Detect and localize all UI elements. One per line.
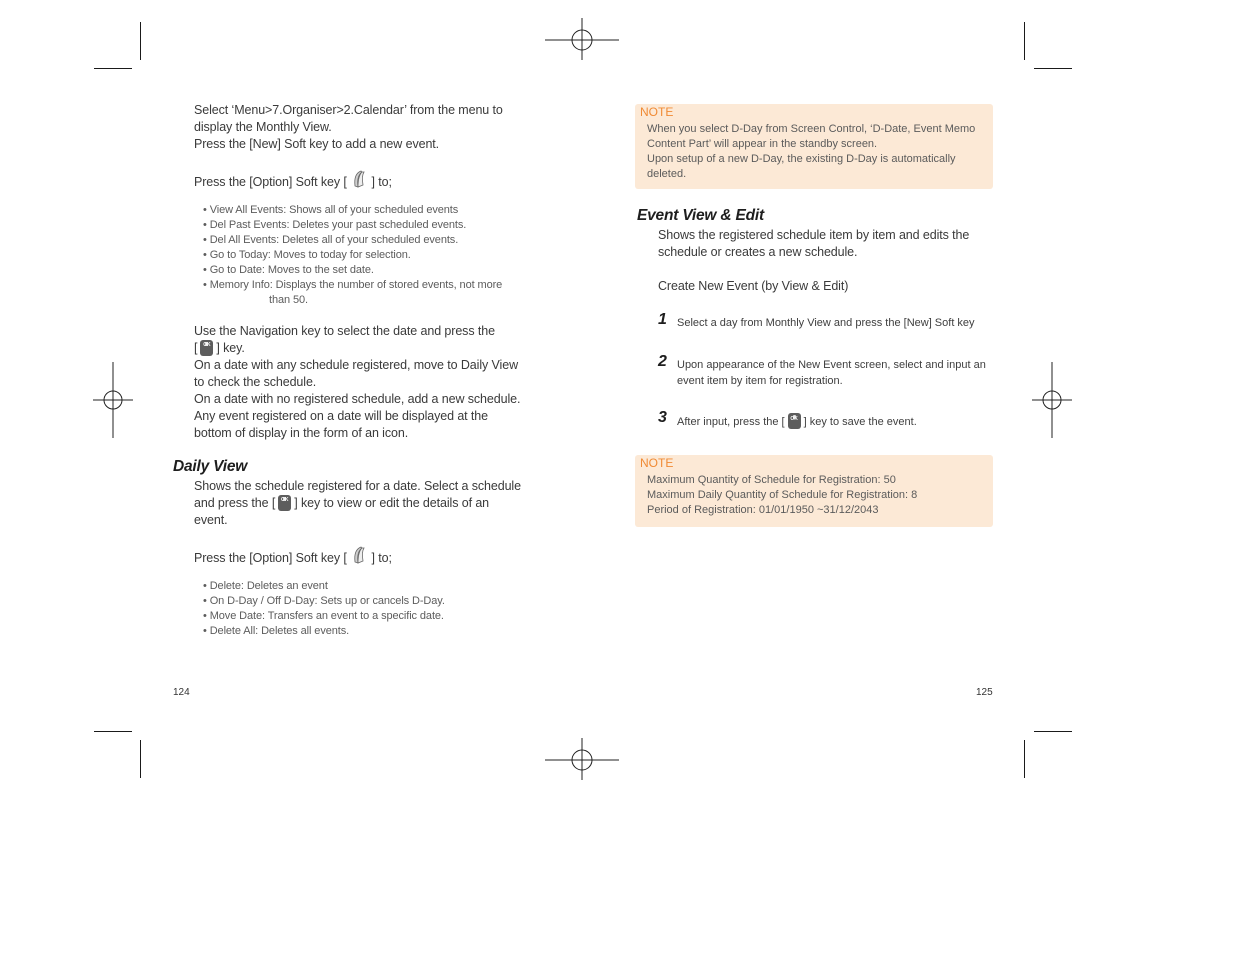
note-line: deleted. bbox=[647, 168, 687, 180]
note-box bbox=[635, 104, 993, 189]
list-item: • Move Date: Transfers an event to a specific date. bbox=[203, 610, 444, 622]
list-item: • Del All Events: Deletes all of your scheduled events. bbox=[203, 234, 459, 246]
event-view-description bbox=[658, 227, 969, 261]
daily-view-heading: Daily View bbox=[173, 458, 248, 475]
nav-line: to check the schedule. bbox=[194, 375, 317, 389]
step-number: 2 bbox=[658, 353, 667, 370]
daily-key-line bbox=[194, 495, 521, 512]
registration-crosshair-icon bbox=[542, 720, 622, 800]
registration-crosshair-icon bbox=[73, 360, 153, 440]
note-box bbox=[635, 455, 993, 527]
note-content bbox=[647, 122, 975, 182]
intro-line: Press the [New] Soft key to add a new event. bbox=[194, 137, 440, 151]
list-item: • Memory Info: Displays the number of stored events, not more bbox=[203, 279, 503, 291]
list-item: • Delete: Deletes an event bbox=[203, 580, 328, 592]
option-prefix: Press the [Option] Soft key [ bbox=[194, 175, 347, 189]
step-number: 1 bbox=[658, 311, 667, 328]
daily-option-suffix: ] to; bbox=[371, 551, 392, 565]
list-item: • On D-Day / Off D-Day: Sets up or cancels D-Day. bbox=[203, 595, 445, 607]
list-item: • Del Past Events: Deletes your past scheduled events. bbox=[203, 219, 467, 231]
event-desc-line: Shows the registered schedule item by item and edits the bbox=[658, 228, 970, 242]
nav-key-suffix: ] key. bbox=[216, 341, 245, 355]
note-line: When you select D-Day from Screen Control, ‘D-Date, Event Memo bbox=[647, 123, 976, 135]
page-number-left: 124 bbox=[173, 687, 190, 698]
step-text: Select a day from Monthly View and press the [New] Soft key bbox=[677, 317, 975, 329]
list-item: • Go to Date: Moves to the set date. bbox=[203, 264, 374, 276]
list-item: • View All Events: Shows all of your scheduled events bbox=[203, 204, 459, 216]
navigation-paragraph bbox=[194, 323, 520, 442]
note-line: Period of Registration: 01/01/1950 ~31/12/2043 bbox=[647, 504, 879, 516]
soft-key-icon bbox=[352, 169, 366, 189]
intro-paragraph bbox=[194, 102, 503, 153]
step-text bbox=[677, 357, 986, 389]
intro-line: Select ‘Menu>7.Organiser>2.Calendar’ from the menu to bbox=[194, 103, 503, 117]
page-number-right: 125 bbox=[976, 687, 993, 698]
nav-line: Use the Navigation key to select the date and press the bbox=[194, 324, 495, 338]
daily-view-paragraph bbox=[194, 478, 521, 529]
create-event-label: Create New Event (by View & Edit) bbox=[658, 279, 849, 293]
step-number: 3 bbox=[658, 409, 667, 426]
nav-line: bottom of display in the form of an icon. bbox=[194, 426, 409, 440]
list-item-continuation: than 50. bbox=[269, 294, 308, 306]
daily-option-instruction bbox=[194, 545, 392, 567]
soft-key-icon bbox=[352, 545, 366, 565]
ok-key-icon bbox=[278, 495, 291, 511]
nav-line: On a date with any schedule registered, move to Daily View bbox=[194, 358, 519, 372]
step-line: event item by item for registration. bbox=[677, 375, 843, 387]
note-content bbox=[647, 473, 917, 518]
nav-key-prefix: [ bbox=[194, 341, 198, 355]
daily-key-prefix: and press the [ bbox=[194, 496, 276, 510]
ok-key-icon bbox=[788, 413, 801, 429]
daily-option-bullet-list bbox=[203, 579, 445, 639]
event-view-heading: Event View & Edit bbox=[637, 207, 764, 224]
note-label: NOTE bbox=[640, 456, 674, 470]
intro-line: display the Monthly View. bbox=[194, 120, 332, 134]
note-line: Content Part’ will appear in the standby screen. bbox=[647, 138, 878, 150]
step-text bbox=[677, 413, 917, 430]
note-line: Maximum Daily Quantity of Schedule for Registration: 8 bbox=[647, 489, 918, 501]
list-item: • Delete All: Deletes all events. bbox=[203, 625, 350, 637]
note-line: Maximum Quantity of Schedule for Registration: 50 bbox=[647, 474, 896, 486]
nav-line: On a date with no registered schedule, add a new schedule. bbox=[194, 392, 521, 406]
nav-line: Any event registered on a date will be displayed at the bbox=[194, 409, 488, 423]
ok-key-icon bbox=[200, 340, 213, 356]
option-bullet-list bbox=[203, 203, 502, 308]
step-prefix: After input, press the [ bbox=[677, 416, 785, 428]
daily-line: Shows the schedule registered for a date. Select a schedule bbox=[194, 479, 521, 493]
option-key-instruction bbox=[194, 169, 392, 191]
note-line: Upon setup of a new D-Day, the existing D-Day is automatically bbox=[647, 153, 956, 165]
list-item: • Go to Today: Moves to today for selection. bbox=[203, 249, 411, 261]
note-label: NOTE bbox=[640, 105, 674, 119]
step-line: Upon appearance of the New Event screen, select and input an bbox=[677, 359, 986, 371]
daily-option-prefix: Press the [Option] Soft key [ bbox=[194, 551, 347, 565]
registration-crosshair-icon bbox=[1012, 360, 1092, 440]
daily-line: event. bbox=[194, 513, 228, 527]
step-suffix: ] key to save the event. bbox=[803, 416, 917, 428]
registration-crosshair-icon bbox=[542, 0, 622, 80]
event-desc-line: schedule or creates a new schedule. bbox=[658, 245, 858, 259]
nav-key-line bbox=[194, 340, 520, 357]
option-suffix: ] to; bbox=[371, 175, 392, 189]
daily-key-suffix: ] key to view or edit the details of an bbox=[294, 496, 490, 510]
